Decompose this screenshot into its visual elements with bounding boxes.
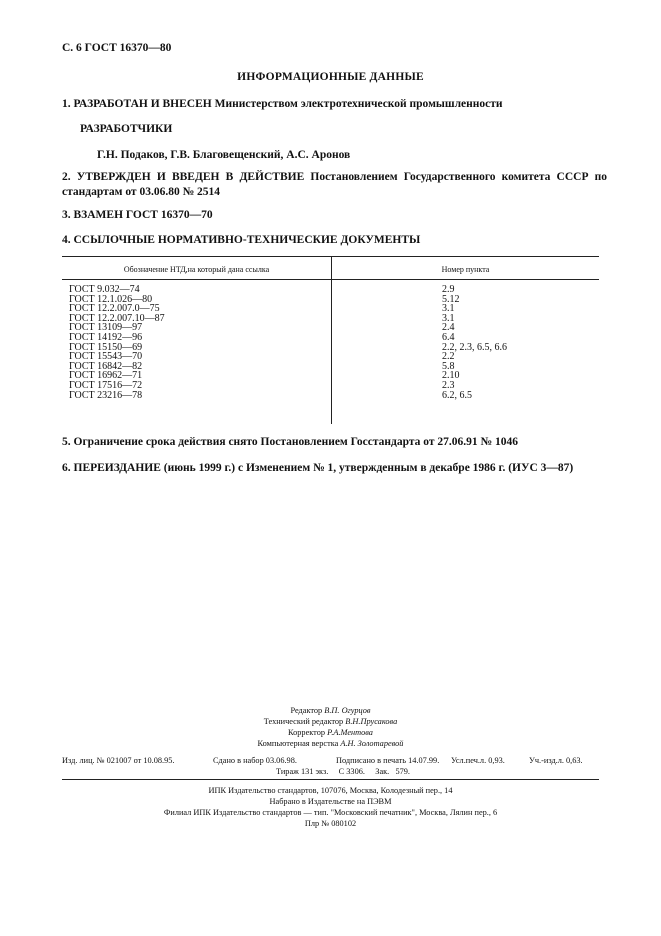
pub-pub-sheets: Уч.-изд.л. 0,63.: [529, 756, 583, 765]
footer-rule: [62, 779, 599, 780]
credit-tech-editor: [0, 717, 661, 726]
imprint-line-3: Филиал ИПК Издательство стандартов — тип. "Московский печатник", Москва, Лялин пер., 6: [163, 808, 498, 817]
table-point-column: [442, 285, 507, 400]
section-6-text: (июнь 1999 г.) с Изменением № 1, утвержденным в декабре 1986 г. (ИУС 3—87): [163, 462, 574, 474]
section-1-caps: РАЗРАБОТАН И ВНЕСЕН: [73, 98, 212, 110]
table-point-10: 2.10: [442, 370, 460, 382]
developers-names: Г.Н. Подаков, Г.В. Благовещенский, А.С. Аронов: [97, 149, 351, 161]
credit-layout: [0, 739, 661, 748]
credit-layout-label: Компьютерная верстка: [257, 739, 339, 748]
table-point-12: 6.2, 6.5: [442, 389, 472, 401]
section-4-number: 4.: [62, 234, 71, 246]
table-header-point: Номер пункта: [441, 265, 490, 274]
table-point-8: 2.2: [442, 351, 455, 363]
table-doc-column: [69, 285, 165, 400]
table-point-11: 2.3: [442, 379, 455, 391]
page-title: ИНФОРМАЦИОННЫЕ ДАННЫЕ: [237, 71, 424, 83]
section-6: [62, 462, 573, 474]
table-point-3: 3.1: [442, 303, 455, 315]
table-doc-11: ГОСТ 17516—72: [69, 379, 143, 391]
section-2-text: Постановлением Государственного комитета СССР по стандартам от 03.06.80 № 2514: [62, 171, 607, 198]
imprint-line-2: Набрано в Издательстве на ПЭВМ: [269, 797, 392, 806]
table-point-1: 2.9: [442, 284, 455, 295]
credit-tech-name: В.Н.Прусакова: [345, 717, 398, 726]
table-point-2: 5.12: [442, 293, 460, 305]
credit-corrector: [0, 728, 661, 737]
table-point-9: 5.8: [442, 360, 455, 372]
pub-print-sheets: Усл.печ.л. 0,93.: [451, 756, 505, 765]
pub-run: Тираж 131 экз. С 3306. Зак. 579.: [276, 767, 410, 776]
section-3-number: 3.: [62, 209, 71, 221]
imprint-line-1: ИПК Издательство стандартов, 107076, Москва, Колодезный пер., 14: [208, 786, 453, 795]
pub-signed: Подписано в печать 14.07.99.: [336, 756, 440, 765]
table-doc-5: ГОСТ 13109—97: [69, 322, 143, 334]
developers-label: РАЗРАБОТЧИКИ: [80, 123, 173, 135]
table-point-6: 6.4: [442, 331, 455, 343]
table-point-7: 2.2, 2.3, 6.5, 6.6: [442, 341, 507, 353]
table-point-4: 3.1: [442, 312, 455, 324]
section-5-number: 5.: [62, 436, 71, 448]
section-5-text: Ограничение срока действия снято Постановлением Госстандарта от 27.06.91 № 1046: [73, 436, 518, 448]
section-3-text: ВЗАМЕН ГОСТ 16370—70: [73, 209, 213, 221]
section-1: [62, 98, 503, 110]
pub-license: Изд. лиц. № 021007 от 10.08.95.: [62, 756, 175, 765]
table-doc-12: ГОСТ 23216—78: [69, 389, 143, 401]
credit-editor: [0, 706, 661, 715]
credit-corrector-label: Корректор: [288, 728, 325, 737]
section-2-caps: УТВЕРЖДЕН И ВВЕДЕН В ДЕЙСТВИЕ: [76, 171, 305, 183]
table-doc-2: ГОСТ 12.1.026—80: [69, 293, 153, 305]
table-doc-8: ГОСТ 15543—70: [69, 351, 143, 363]
table-point-5: 2.4: [442, 322, 455, 334]
section-1-text: Министерством электротехнической промышленности: [214, 98, 503, 110]
section-5: [62, 436, 518, 448]
credit-tech-label: Технический редактор: [263, 717, 344, 726]
section-1-number: 1.: [62, 98, 71, 110]
table-doc-7: ГОСТ 15150—69: [69, 341, 143, 353]
section-2: [62, 170, 607, 200]
table-doc-6: ГОСТ 14192—96: [69, 331, 143, 343]
table-header-doc: Обозначение НТД,на который дана ссылка: [123, 265, 270, 274]
section-4: [62, 234, 420, 246]
credit-editor-label: Редактор: [290, 706, 323, 715]
section-6-caps: ПЕРЕИЗДАНИЕ: [73, 462, 161, 474]
section-4-text: ССЫЛОЧНЫЕ НОРМАТИВНО-ТЕХНИЧЕСКИЕ ДОКУМЕНТЫ: [73, 234, 421, 246]
table-doc-3: ГОСТ 12.2.007.0—75: [69, 303, 160, 315]
section-2-number: 2.: [62, 171, 71, 183]
table-doc-10: ГОСТ 16962—71: [69, 370, 143, 382]
section-6-number: 6.: [62, 462, 71, 474]
table-column-divider: [331, 256, 332, 424]
section-3: [62, 209, 213, 221]
imprint-line-4: Плр № 080102: [304, 819, 357, 828]
credit-editor-name: В.П. Огурцов: [324, 706, 371, 715]
table-doc-9: ГОСТ 16842—82: [69, 360, 143, 372]
credit-corrector-name: Р.А.Ментова: [327, 728, 373, 737]
table-doc-1: ГОСТ 9.032—74: [69, 284, 140, 295]
page-header: С. 6 ГОСТ 16370—80: [62, 42, 172, 54]
credit-layout-name: А.Н. Золотаревой: [340, 739, 404, 748]
table-doc-4: ГОСТ 12.2.007.10—87: [69, 312, 165, 324]
pub-sent: Сдано в набор 03.06.98.: [213, 756, 297, 765]
